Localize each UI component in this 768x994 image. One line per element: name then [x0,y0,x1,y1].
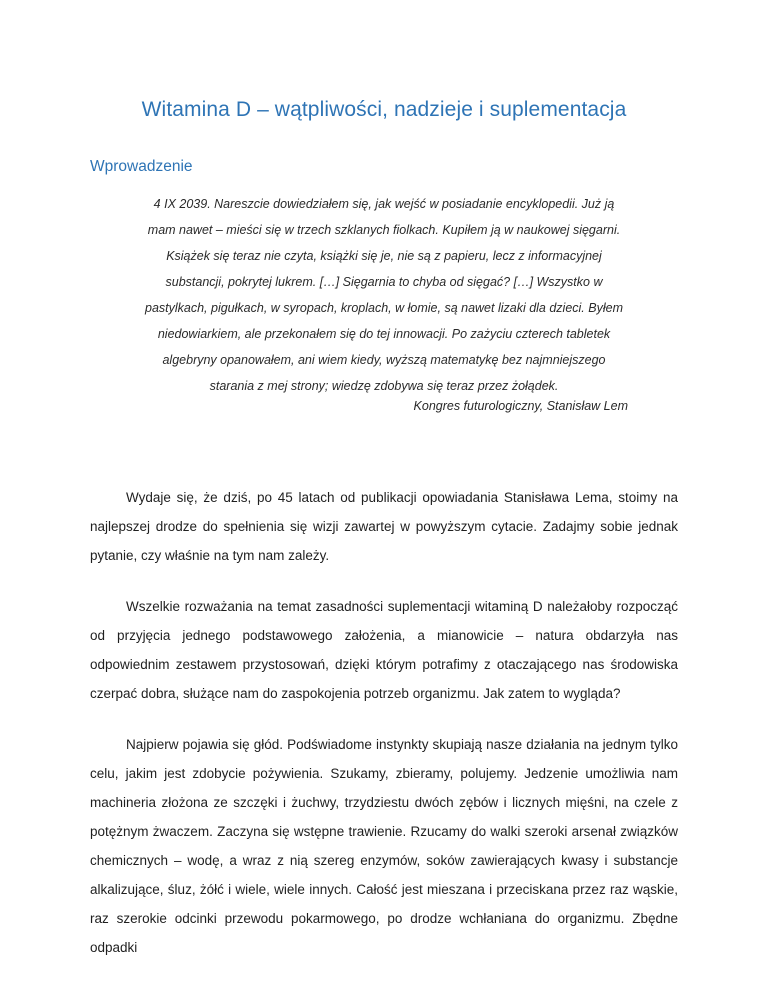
body-paragraph-1: Wydaje się, że dziś, po 45 latach od publikacji opowiadania Stanisława Lema, stoimy na najlepszej drodze do spełnienia się wizji zawartej w powyższym cytacie. Zadajmy sobie jednak pytanie, czy właśnie na tym nam zależy. [90,490,678,563]
section-heading: Wprowadzenie [90,158,193,175]
quote-attribution: Kongres futurologiczny, Stanisław Lem [413,399,628,413]
document-title: Witamina D – wątpliwości, nadzieje i suplementacja [141,98,627,121]
body-paragraph-2: Wszelkie rozważania na temat zasadności suplementacji witaminą D należałoby rozpocząć od przyjęcia jednego podstawowego założenia, a mianowicie – natura obdarzyła nas odpowiednim zestawem przystosowań, dzięki którym potrafimy z otaczającego nas środowiska czerpać dobra, służące nam do zaspokojenia potrzeb organizmu. Jak zatem to wygląda? [90,599,678,701]
body-paragraph-3: Najpierw pojawia się głód. Podświadome instynkty skupiają nasze działania na jednym tylko celu, jakim jest zdobycie pożywienia. Szukamy, zbieramy, polujemy. Jedzenie umożliwia nam machineria złożona ze szczęki i żuchwy, trzydziestu dwóch zębów i licznych mięśni, na czele z potężnym żwaczem. Zaczyna się wstępne trawienie. Rzucamy do walki szeroki arsenał związków chemicznych – wodę, a wraz z nią szereg enzymów, soków zawierających kwasy i substancje alkalizujące, śluz, żółć i wiele, wiele innych. Całość jest mieszana i przeciskana przez raz wąskie, raz szerokie odcinki przewodu pokarmowego, po drodze wchłaniana do organizmu. Zbędne odpadki [90,737,678,955]
epigraph-quote: 4 IX 2039. Nareszcie dowiedziałem się, jak wejść w posiadanie encyklopedii. Już ją mam nawet – mieści się w trzech szklanych fiolkach. Kupiłem ją w naukowej sięgarni. Książek się teraz nie czyta, książki się je, nie są z papieru, lecz z informacyjnej substancji, pokrytej lukrem. […] Sięgarnia to chyba od sięgać? […] Wszystko w pastylkach, pigułkach, w syropach, kroplach, w łomie, są nawet lizaki dla dzieci. Byłem niedowiarkiem, ale przekonałem się do tej innowacji. Po zażyciu czterech tabletek algebryny opanowałem, ani wiem kiedy, wyższą matematykę bez najmniejszego starania z mej strony; wiedzę zdobywa się teraz przez żołądek. [145,197,623,393]
